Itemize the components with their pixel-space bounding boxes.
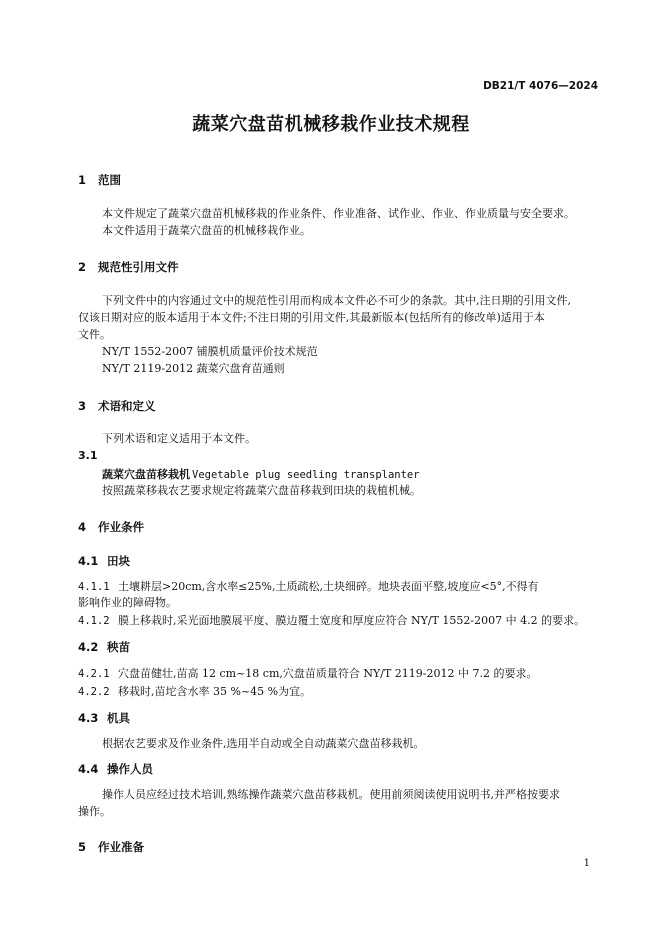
clause-number: 4.2.1 (78, 668, 110, 680)
clause-text: 膜上移栽时,采光面地膜展平度、膜边覆土宽度和厚度应符合 NY/T 1552-2007 中 4.2 的要求。 (118, 614, 586, 627)
section-title: 术语和定义 (98, 399, 156, 413)
paragraph-line: 下列文件中的内容通过文中的规范性引用而构成本文件必不可少的条款。其中,注日期的引用文件, (102, 294, 571, 307)
subsection-4-3-heading (78, 710, 130, 726)
clause-4-1-2 (78, 612, 585, 628)
section-title: 作业准备 (98, 840, 144, 854)
paragraph: 本文件适用于蔬菜穴盘苗的机械移栽作业。 (102, 224, 311, 237)
term-entry (102, 466, 420, 482)
section-number: 4 (78, 520, 87, 534)
section-3-heading (78, 398, 156, 414)
paragraph-line: 仅该日期对应的版本适用于本文件;不注日期的引用文件,其最新版本(包括所有的修改单)适用于本 (78, 311, 545, 324)
section-number: 3 (78, 399, 87, 413)
term-number: 3.1 (78, 449, 98, 462)
section-title: 范围 (98, 173, 121, 187)
clause-number: 4.1.1 (78, 581, 110, 593)
paragraph-line: 文件。 (78, 328, 111, 341)
clause-4-2-2 (78, 683, 311, 699)
document-number: DB21/T 4076—2024 (483, 80, 598, 92)
clause-text-continued: 影响作业的障碍物。 (78, 596, 177, 609)
section-number: 4.2 (78, 640, 99, 654)
section-number: 5 (78, 840, 87, 854)
section-number: 1 (78, 173, 87, 187)
section-title: 规范性引用文件 (98, 260, 179, 274)
section-4-heading (78, 519, 144, 535)
document-title: 蔬菜穴盘苗机械移栽作业技术规程 (192, 114, 470, 135)
section-number: 4.1 (78, 554, 99, 568)
clause-number: 4.1.2 (78, 615, 110, 627)
clause-4-2-1 (78, 665, 538, 681)
term-english: Vegetable plug seedling transplanter (192, 469, 420, 481)
subsection-4-2-heading (78, 639, 130, 655)
section-title: 田块 (107, 554, 130, 568)
clause-number: 4.2.2 (78, 686, 110, 698)
clause-4-1-1 (78, 578, 539, 594)
section-number: 4.4 (78, 762, 99, 776)
paragraph-line: 操作。 (78, 805, 111, 818)
paragraph: 下列术语和定义适用于本文件。 (102, 432, 256, 445)
normative-reference: NY/T 2119-2012 蔬菜穴盘育苗通则 (102, 362, 285, 375)
section-number: 2 (78, 260, 87, 274)
section-title: 作业条件 (98, 520, 144, 534)
section-title: 秧苗 (107, 640, 130, 654)
page-number: 1 (583, 858, 590, 869)
section-title: 机具 (107, 711, 130, 725)
paragraph-line: 操作人员应经过技术培训,熟练操作蔬菜穴盘苗移栽机。使用前须阅读使用说明书,并严格按要求 (102, 788, 560, 801)
section-2-heading (78, 259, 179, 275)
section-5-heading (78, 839, 144, 855)
section-title: 操作人员 (107, 762, 153, 776)
section-number: 4.3 (78, 711, 99, 725)
clause-text: 移栽时,苗坨含水率 35 %~45 %为宜。 (118, 685, 312, 698)
subsection-4-1-heading (78, 553, 130, 569)
normative-reference: NY/T 1552-2007 铺膜机质量评价技术规范 (102, 345, 318, 358)
term-definition: 按照蔬菜移栽农艺要求规定将蔬菜穴盘苗移栽到田块的栽植机械。 (102, 484, 421, 497)
clause-text: 土壤耕层>20cm,含水率≤25%,土质疏松,土块细碎。地块表面平整,坡度应<5°,不得有 (118, 580, 539, 593)
term-chinese: 蔬菜穴盘苗移栽机 (102, 468, 190, 481)
clause-text: 穴盘苗健壮,苗高 12 cm~18 cm,穴盘苗质量符合 NY/T 2119-2012 中 7.2 的要求。 (118, 667, 538, 680)
paragraph: 本文件规定了蔬菜穴盘苗机械移栽的作业条件、作业准备、试作业、作业、作业质量与安全要求。 (102, 207, 575, 220)
subsection-4-4-heading (78, 761, 153, 777)
paragraph: 根据农艺要求及作业条件,选用半自动或全自动蔬菜穴盘苗移栽机。 (102, 737, 425, 750)
section-1-heading (78, 172, 121, 188)
